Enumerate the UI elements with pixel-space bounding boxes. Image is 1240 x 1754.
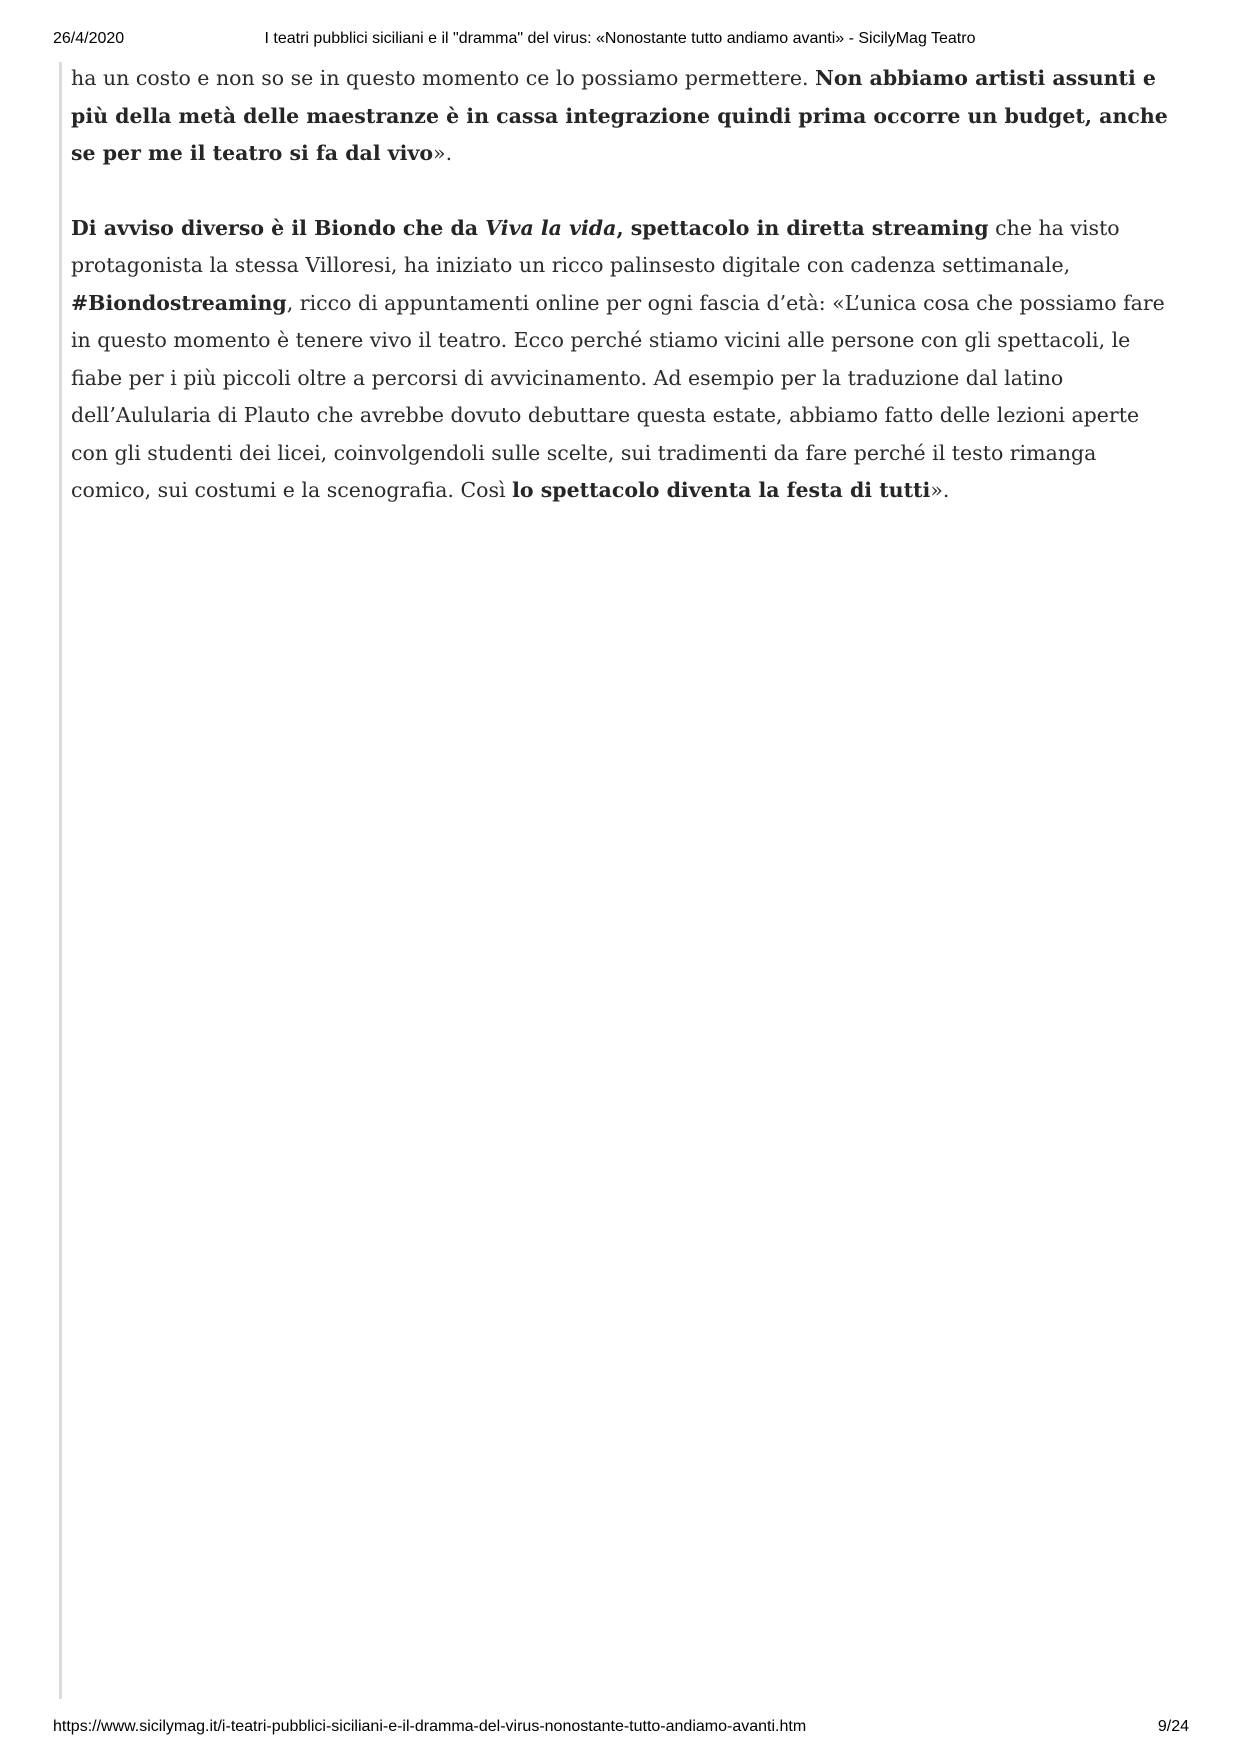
text-run: ». (930, 478, 950, 502)
page-url: https://www.sicilymag.it/i-teatri-pubblici-siciliani-e-il-dramma-del-virus-nonostante-tutto-andiamo-avanti.htm (53, 1718, 807, 1735)
paragraph-1 (71, 60, 1181, 173)
bold-text: Di avviso diverso è il Biondo che da (71, 215, 486, 240)
page-number: 9/24 (1157, 1718, 1189, 1735)
text-run: ha un costo e non so se in questo momento ce lo possiamo permettere. (71, 66, 816, 90)
print-header (0, 28, 1240, 52)
bold-text: , spettacolo in diretta streaming (616, 215, 989, 240)
hashtag: #Biondostreaming (71, 290, 287, 315)
text-run: ». (433, 141, 453, 165)
article-body (71, 60, 1181, 510)
bold-text: lo spettacolo diventa la festa di tutti (512, 478, 931, 502)
page-title: I teatri pubblici siciliani e il "dramma" del virus: «Nonostante tutto andiamo avanti» - SicilyMag Teatro (264, 30, 976, 47)
paragraph-2 (71, 210, 1181, 510)
bold-italic-text (485, 216, 616, 240)
bold-text: Non abbiamo artisti assunti e più della metà delle maestranze è in cassa integrazione quindi prima occorre un budget, anche se per me il teatro si fa dal vivo (71, 66, 1168, 165)
italic-title: Viva la vida (485, 215, 617, 240)
print-footer (0, 1716, 1240, 1740)
print-date: 26/4/2020 (53, 30, 125, 47)
text-run: che ha visto protagonista la stessa Villoresi, ha iniziato un ricco palinsesto digitale con cadenza settimanale, (71, 215, 1120, 277)
text-run: , ricco di appuntamenti online per ogni fascia d’età: «L’unica cosa che possiamo fare in questo momento è tenere vivo il teatro. Ecco perché stiamo vicini alle persone con gli spettacoli, le fiabe per i più piccoli oltre a percorsi di avvicinamento. Ad esempio per la traduzione dal latino dell’Aulularia di Plauto che avrebbe dovuto debuttare questa estate, abbiamo fatto delle lezioni aperte con gli studenti dei licei, coinvolgendoli sulle scelte, sui tradimenti da fare perché il testo rimanga comico, sui costumi e la scenografia. Così (71, 290, 1165, 502)
blockquote-border (59, 62, 62, 1699)
